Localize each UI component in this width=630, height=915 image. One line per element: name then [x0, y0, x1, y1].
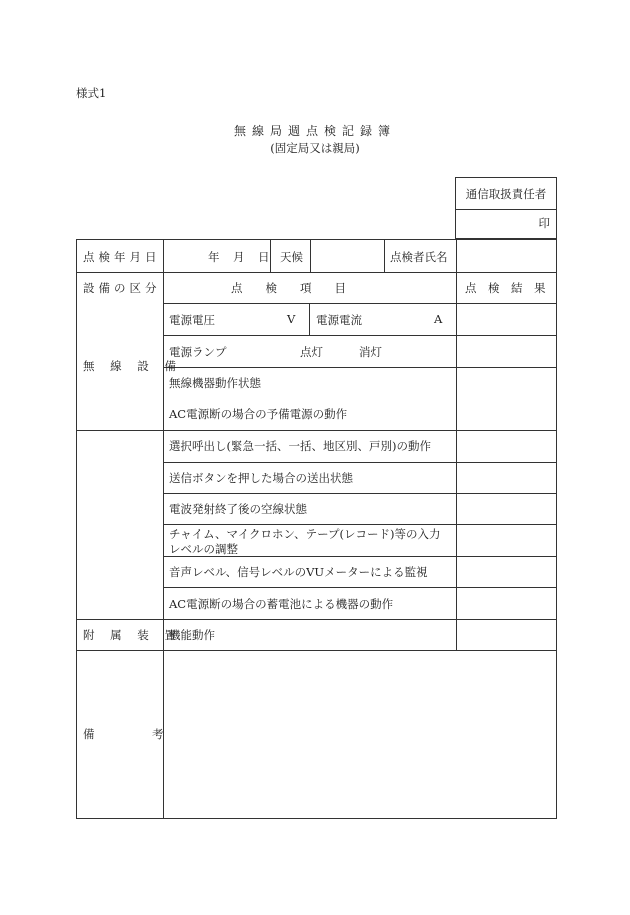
row-divider	[77, 272, 556, 273]
current-unit: A	[434, 312, 443, 326]
month-label: 月	[233, 250, 245, 264]
inspector-divider	[384, 240, 385, 272]
seal-mark: 印	[538, 216, 550, 230]
lamp-off: 消灯	[359, 345, 382, 359]
weather-value-divider	[310, 240, 311, 272]
result-divider	[456, 240, 457, 650]
item-header: 点 検 項 目	[231, 281, 346, 295]
day-label: 日	[258, 250, 270, 264]
lamp-label: 電源ランプ	[169, 345, 227, 359]
section-accessories: 附 属 装 置	[83, 628, 182, 642]
responsible-person-label: 通信取扱責任者	[456, 178, 556, 210]
row-divider	[77, 619, 556, 620]
lamp-on: 点灯	[300, 345, 323, 359]
inspector-label: 点検者氏名	[390, 250, 448, 264]
item-send-button: 送信ボタンを押した場合の送出状態	[169, 471, 353, 485]
inspection-table	[76, 239, 557, 819]
row-divider	[77, 430, 556, 431]
voltage-label: 電源電圧	[169, 313, 215, 327]
item-vu-monitor: 音声レベル、信号レベルのVUメーターによる監視	[169, 565, 428, 579]
page-subtitle: (固定局又は親局)	[270, 141, 360, 155]
row-divider	[163, 524, 556, 525]
item-idle-after-tx: 電波発射終了後の空線状態	[169, 502, 307, 516]
row-divider	[77, 650, 556, 651]
item-backup-power: AC電源断の場合の予備電源の動作	[169, 407, 348, 421]
row-divider	[163, 367, 556, 368]
date-label: 点検年月日	[83, 250, 161, 264]
section-remarks: 備 考	[83, 727, 164, 741]
section-radio-equipment: 無 線 設 備	[83, 359, 182, 373]
item-input-level-line2: レベルの調整	[169, 542, 238, 556]
row-divider	[163, 462, 556, 463]
page-title: 無線局週点検記録簿	[233, 124, 396, 138]
row-divider	[163, 303, 556, 304]
row-divider	[163, 335, 556, 336]
weather-label: 天候	[280, 250, 303, 264]
form-number: 様式1	[76, 86, 107, 100]
date-weather-divider	[270, 240, 271, 272]
item-input-level-line1: チャイム、マイクロホン、テープ(レコード)等の入力	[169, 527, 441, 541]
row-divider	[163, 587, 556, 588]
row-divider	[163, 493, 556, 494]
item-function-operation: 機能動作	[169, 628, 215, 642]
item-selective-call: 選択呼出し(緊急一括、一括、地区別、戸別)の動作	[169, 439, 431, 453]
item-battery-operation: AC電源断の場合の蓄電池による機器の動作	[169, 597, 394, 611]
category-header: 設備の区分	[83, 281, 161, 295]
current-label: 電源電流	[316, 313, 362, 327]
year-label: 年	[208, 250, 220, 264]
responsible-person-box	[455, 177, 557, 239]
voltage-unit: V	[287, 312, 296, 326]
voltage-current-divider	[309, 303, 310, 335]
result-header: 点 検 結 果	[465, 281, 546, 295]
item-radio-operation: 無線機器動作状態	[169, 376, 261, 390]
